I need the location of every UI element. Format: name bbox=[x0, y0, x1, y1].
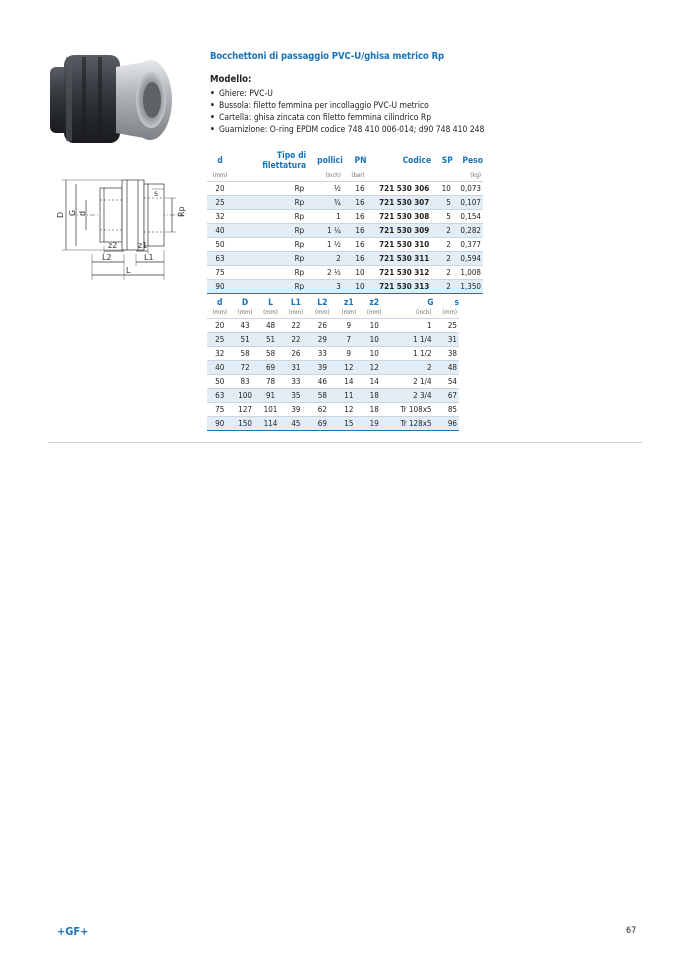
table-cell: 2 bbox=[431, 252, 453, 266]
table-cell: 32 bbox=[207, 210, 233, 224]
table-cell: 2 bbox=[431, 224, 453, 238]
drawing-label-s: s bbox=[154, 189, 159, 198]
table-cell: 50 bbox=[207, 238, 233, 252]
col-header-code: Codice bbox=[402, 156, 432, 166]
table-cell: 1 1/2 bbox=[387, 347, 434, 361]
table-cell: 51 bbox=[258, 333, 283, 347]
product-photo bbox=[40, 45, 190, 150]
table-cell: 62 bbox=[309, 403, 337, 417]
unit-cell: (mm) bbox=[341, 309, 357, 316]
col-header-pn: PN bbox=[354, 156, 367, 166]
table-cell: 90 bbox=[207, 280, 233, 294]
col-header-thread-type: Tipo di filettatura bbox=[262, 151, 307, 171]
table-cell: 721 530 308 bbox=[367, 210, 432, 224]
table-cell: 0,282 bbox=[453, 224, 483, 238]
table-cell: 43 bbox=[232, 319, 257, 333]
table-cell: 2 bbox=[431, 266, 453, 280]
unit-cell: (mm) bbox=[237, 309, 253, 316]
drawing-label-Rp: Rp bbox=[177, 206, 186, 217]
table-cell: 40 bbox=[207, 224, 233, 238]
table-cell: 10 bbox=[343, 280, 367, 294]
table-cell: 26 bbox=[309, 319, 337, 333]
table-cell: 85 bbox=[434, 403, 459, 417]
table-row bbox=[207, 361, 459, 375]
product-title: Bocchettoni di passaggio PVC-U/ghisa metrico Rp bbox=[210, 51, 445, 62]
table-row bbox=[207, 389, 459, 403]
table-cell: 0,073 bbox=[453, 182, 483, 196]
unit-cell: (bar) bbox=[351, 172, 365, 179]
unit-cell: (mm) bbox=[442, 309, 457, 316]
drawing-label-L2: L2 bbox=[102, 253, 112, 262]
table-cell: 7 bbox=[336, 333, 361, 347]
table-cell: 50 bbox=[207, 375, 232, 389]
model-heading: Modello: bbox=[210, 74, 252, 85]
table-cell: Tr 108x5 bbox=[387, 403, 434, 417]
codes-table-body bbox=[207, 182, 483, 294]
drawing-label-G: G bbox=[68, 209, 77, 216]
table-cell: Rp bbox=[233, 224, 306, 238]
table-cell: 114 bbox=[258, 417, 283, 431]
feature-item: • Guarnizione: O-ring EPDM codice 748 410 006-014; d90 748 410 248 bbox=[210, 124, 484, 136]
table-cell: 721 530 310 bbox=[367, 238, 432, 252]
unit-cell: (mm) bbox=[212, 172, 228, 179]
feature-item: • Bussola: filetto femmina per incollaggio PVC-U metrico bbox=[210, 100, 484, 112]
col-header-s: s bbox=[454, 298, 459, 308]
unit-cell bbox=[233, 171, 306, 182]
table-cell: 2 bbox=[431, 238, 453, 252]
table-cell: 11 bbox=[336, 389, 361, 403]
drawing-label-d: d bbox=[78, 210, 87, 216]
feature-list bbox=[210, 88, 484, 136]
unit-cell bbox=[367, 171, 432, 182]
table-cell: 721 530 313 bbox=[367, 280, 432, 294]
unit-cell: (mm) bbox=[315, 309, 330, 316]
col-header-L1: L1 bbox=[290, 298, 302, 308]
drawing-label-z2: z2 bbox=[108, 241, 118, 250]
table-row bbox=[207, 319, 459, 333]
table-cell: 1 bbox=[306, 210, 343, 224]
table-cell: 20 bbox=[207, 319, 232, 333]
table-cell: 3 bbox=[306, 280, 343, 294]
gf-logo: +GF+ bbox=[57, 925, 89, 938]
table-cell: 19 bbox=[362, 417, 387, 431]
table-cell: ½ bbox=[306, 182, 343, 196]
col-header-L2: L2 bbox=[317, 298, 328, 308]
table-cell: 33 bbox=[283, 375, 308, 389]
table-cell: 45 bbox=[283, 417, 308, 431]
table-cell: 10 bbox=[362, 333, 387, 347]
table-cell: 29 bbox=[309, 333, 337, 347]
unit-cell: (inch) bbox=[416, 309, 432, 316]
table-cell: Tr 128x5 bbox=[387, 417, 434, 431]
table-cell: 39 bbox=[309, 361, 337, 375]
table-cell: 48 bbox=[258, 319, 283, 333]
table-cell: 69 bbox=[258, 361, 283, 375]
table-cell: 1,350 bbox=[453, 280, 483, 294]
table-cell: 40 bbox=[207, 361, 232, 375]
table-cell: 5 bbox=[431, 196, 453, 210]
col-header-L: L bbox=[268, 298, 273, 308]
table-row bbox=[207, 224, 483, 238]
table-cell: 12 bbox=[362, 361, 387, 375]
table-cell: 32 bbox=[207, 347, 232, 361]
table-row bbox=[207, 403, 459, 417]
page-number: 67 bbox=[626, 926, 637, 936]
table-cell: 721 530 311 bbox=[367, 252, 432, 266]
table-cell: 16 bbox=[343, 182, 367, 196]
technical-drawing bbox=[52, 170, 197, 282]
table-cell: 2 bbox=[306, 252, 343, 266]
table-cell: 69 bbox=[309, 417, 337, 431]
table-header-row bbox=[207, 298, 459, 308]
col-header-d: d bbox=[217, 156, 223, 166]
table-cell: ¾ bbox=[306, 196, 343, 210]
table-cell: Rp bbox=[233, 252, 306, 266]
unit-cell: (inch) bbox=[325, 172, 341, 179]
table-cell: 14 bbox=[336, 375, 361, 389]
table-cell: 1 bbox=[387, 319, 434, 333]
table-cell: 0,107 bbox=[453, 196, 483, 210]
unit-cell: (mm) bbox=[263, 309, 278, 316]
unit-cell: (mm) bbox=[366, 309, 382, 316]
table-cell: 25 bbox=[434, 319, 459, 333]
table-cell: 31 bbox=[434, 333, 459, 347]
table-cell: 16 bbox=[343, 252, 367, 266]
table-cell: 9 bbox=[336, 347, 361, 361]
table-cell: 22 bbox=[283, 319, 308, 333]
dimensions-table bbox=[207, 298, 459, 431]
table-cell: 10 bbox=[362, 319, 387, 333]
table-cell: Rp bbox=[233, 266, 306, 280]
table-cell: 16 bbox=[343, 196, 367, 210]
table-cell: 0,377 bbox=[453, 238, 483, 252]
table-cell: 31 bbox=[283, 361, 308, 375]
table-cell: 75 bbox=[207, 403, 232, 417]
table-cell: 96 bbox=[434, 417, 459, 431]
table-cell: 63 bbox=[207, 252, 233, 266]
table-cell: 22 bbox=[283, 333, 308, 347]
table-cell: 16 bbox=[343, 238, 367, 252]
drawing-label-L1: L1 bbox=[144, 253, 154, 262]
table-cell: 18 bbox=[362, 389, 387, 403]
table-row bbox=[207, 238, 483, 252]
table-cell: 721 530 307 bbox=[367, 196, 432, 210]
table-cell: 39 bbox=[283, 403, 308, 417]
table-cell: 46 bbox=[309, 375, 337, 389]
table-row bbox=[207, 210, 483, 224]
table-cell: Rp bbox=[233, 280, 306, 294]
table-cell: 150 bbox=[232, 417, 257, 431]
table-row bbox=[207, 266, 483, 280]
table-cell: 67 bbox=[434, 389, 459, 403]
table-cell: 58 bbox=[258, 347, 283, 361]
table-cell: 72 bbox=[232, 361, 257, 375]
table-cell: Rp bbox=[233, 210, 306, 224]
table-cell: 26 bbox=[283, 347, 308, 361]
table-cell: 9 bbox=[336, 319, 361, 333]
unit-cell: (mm) bbox=[212, 309, 228, 316]
col-header-G: G bbox=[427, 298, 434, 308]
table-cell: 101 bbox=[258, 403, 283, 417]
table-cell: 78 bbox=[258, 375, 283, 389]
table-row bbox=[207, 280, 483, 294]
col-header-z2: z2 bbox=[369, 298, 380, 308]
section-divider bbox=[48, 442, 642, 443]
table-cell: 16 bbox=[343, 224, 367, 238]
unit-cell: (kg) bbox=[470, 172, 481, 179]
table-cell: 10 bbox=[362, 347, 387, 361]
table-cell: 14 bbox=[362, 375, 387, 389]
table-cell: 91 bbox=[258, 389, 283, 403]
table-unit-row bbox=[207, 308, 459, 319]
table-row bbox=[207, 252, 483, 266]
table-cell: 35 bbox=[283, 389, 308, 403]
table-cell: 51 bbox=[232, 333, 257, 347]
table-row bbox=[207, 417, 459, 431]
table-cell: 1,008 bbox=[453, 266, 483, 280]
table-cell: 12 bbox=[336, 361, 361, 375]
table-row bbox=[207, 375, 459, 389]
drawing-label-D: D bbox=[56, 211, 65, 218]
table-cell: 5 bbox=[431, 210, 453, 224]
drawing-label-L: L bbox=[126, 266, 131, 275]
table-cell: 2 ½ bbox=[306, 266, 343, 280]
table-row bbox=[207, 333, 459, 347]
table-cell: 721 530 312 bbox=[367, 266, 432, 280]
table-cell: 16 bbox=[343, 210, 367, 224]
table-cell: 10 bbox=[343, 266, 367, 280]
feature-item: • Ghiere: PVC-U bbox=[210, 88, 484, 100]
table-cell: Rp bbox=[233, 238, 306, 252]
table-cell: Rp bbox=[233, 182, 306, 196]
table-cell: 25 bbox=[207, 333, 232, 347]
table-cell: 0,594 bbox=[453, 252, 483, 266]
table-header-row bbox=[207, 151, 483, 171]
table-cell: 20 bbox=[207, 182, 233, 196]
table-cell: 63 bbox=[207, 389, 232, 403]
col-header-sp: SP bbox=[441, 156, 453, 166]
unit-cell bbox=[431, 171, 453, 182]
table-cell: 58 bbox=[309, 389, 337, 403]
table-cell: 83 bbox=[232, 375, 257, 389]
table-cell: 25 bbox=[207, 196, 233, 210]
table-cell: 721 530 309 bbox=[367, 224, 432, 238]
table-cell: 12 bbox=[336, 403, 361, 417]
table-cell: 2 3/4 bbox=[387, 389, 434, 403]
table-unit-row bbox=[207, 171, 483, 182]
col-header-z1: z1 bbox=[343, 298, 354, 308]
table-cell: 38 bbox=[434, 347, 459, 361]
drawing-label-z1: z1 bbox=[138, 241, 148, 250]
table-cell: 1 1/4 bbox=[387, 333, 434, 347]
unit-cell: (mm) bbox=[288, 309, 304, 316]
table-cell: 58 bbox=[232, 347, 257, 361]
table-cell: 0,154 bbox=[453, 210, 483, 224]
table-cell: 33 bbox=[309, 347, 337, 361]
table-cell: 100 bbox=[232, 389, 257, 403]
table-cell: 90 bbox=[207, 417, 232, 431]
table-row bbox=[207, 182, 483, 196]
col-header-inches: pollici bbox=[317, 156, 343, 166]
codes-table bbox=[207, 151, 483, 294]
table-cell: 1 ¼ bbox=[306, 224, 343, 238]
table-cell: 2 bbox=[387, 361, 434, 375]
col-header-d: d bbox=[216, 298, 223, 308]
table-cell: 48 bbox=[434, 361, 459, 375]
table-cell: 15 bbox=[336, 417, 361, 431]
col-header-D: D bbox=[241, 298, 249, 308]
table-row bbox=[207, 196, 483, 210]
col-header-weight: Peso bbox=[462, 156, 483, 166]
table-cell: Rp bbox=[233, 196, 306, 210]
table-cell: 721 530 306 bbox=[367, 182, 432, 196]
feature-item: • Cartella: ghisa zincata con filetto femmina cilindrico Rp bbox=[210, 112, 484, 124]
table-cell: 10 bbox=[431, 182, 453, 196]
dimensions-table-body bbox=[207, 319, 459, 431]
table-cell: 127 bbox=[232, 403, 257, 417]
table-cell: 18 bbox=[362, 403, 387, 417]
table-cell: 75 bbox=[207, 266, 233, 280]
table-cell: 54 bbox=[434, 375, 459, 389]
table-cell: 2 1/4 bbox=[387, 375, 434, 389]
table-cell: 2 bbox=[431, 280, 453, 294]
table-row bbox=[207, 347, 459, 361]
table-cell: 1 ½ bbox=[306, 238, 343, 252]
